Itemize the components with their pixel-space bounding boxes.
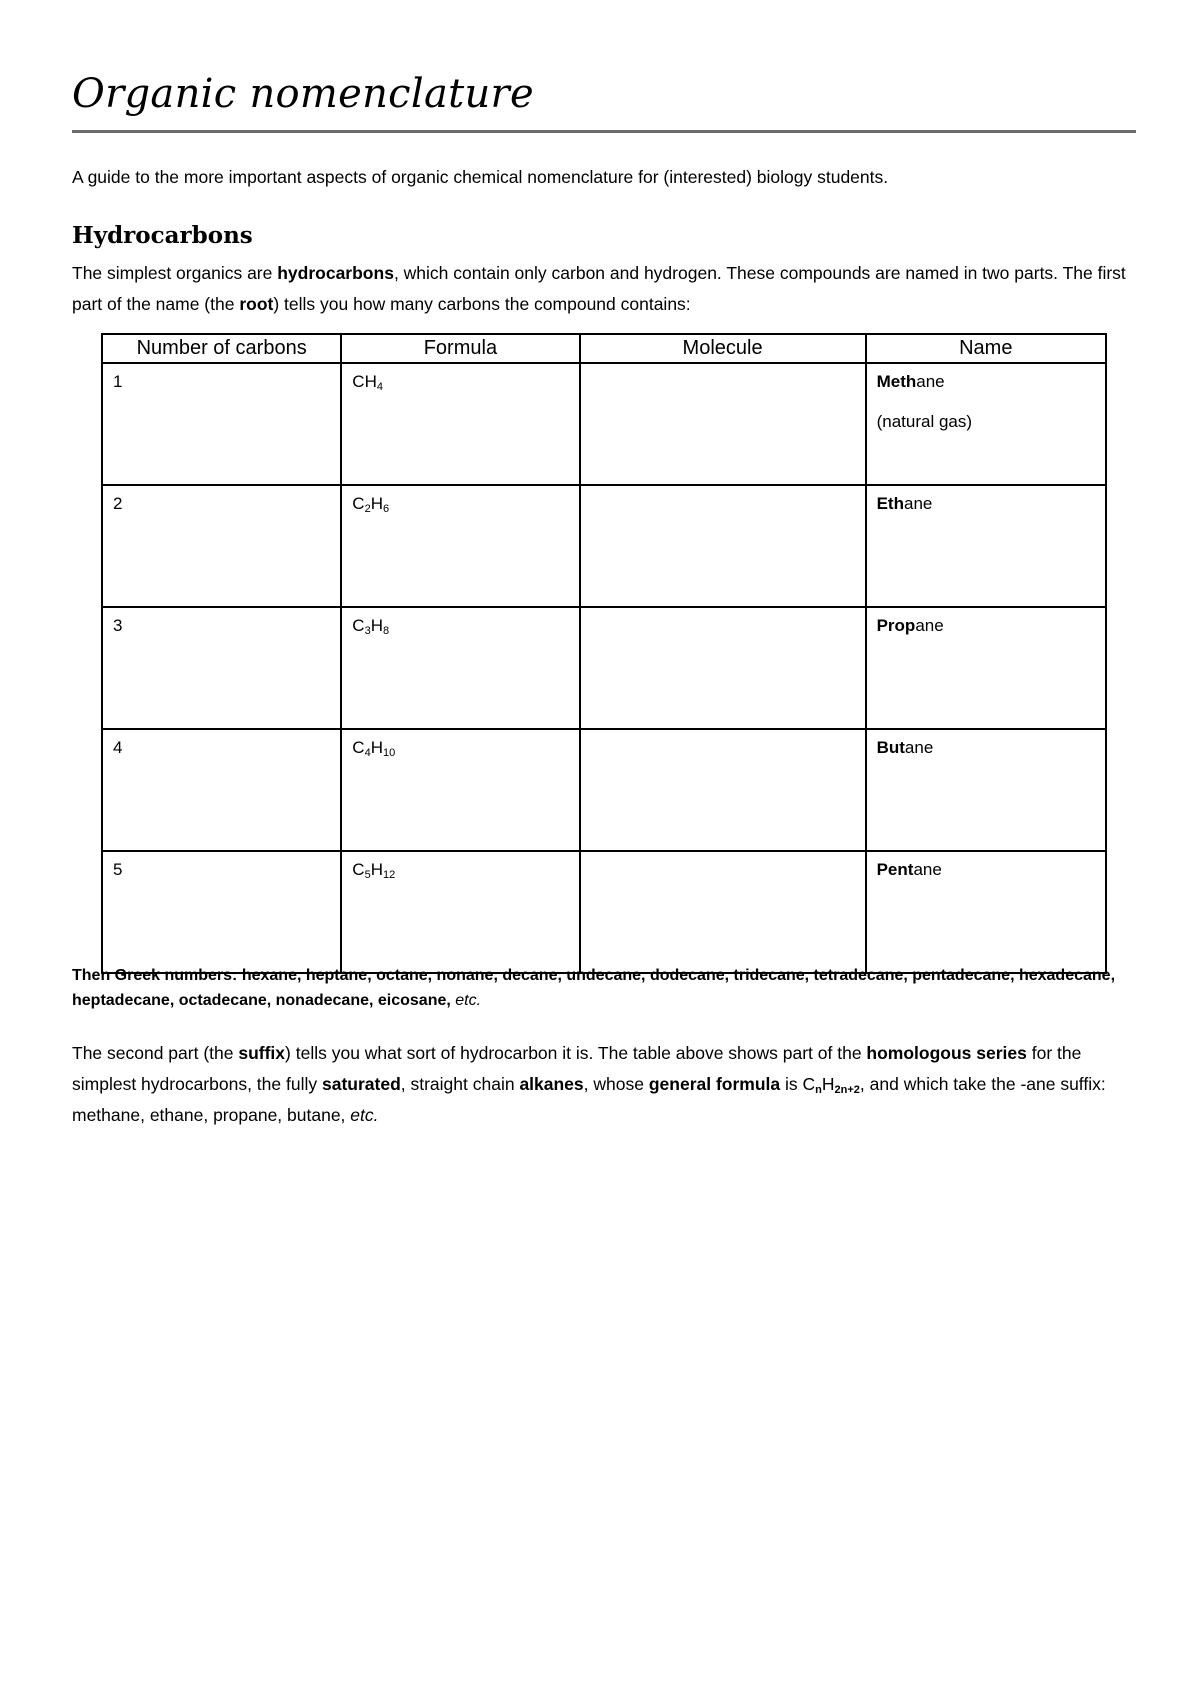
cell-number-of-carbons: 2 [102, 485, 341, 607]
title-divider [72, 130, 1136, 133]
para1-text-1: The simplest organics are [72, 263, 278, 283]
page-title: Organic nomenclature [72, 71, 534, 117]
name-root: Prop [876, 616, 916, 635]
formula-subscript: 10 [382, 747, 396, 759]
name-root: But [876, 738, 905, 757]
name-suffix: ane [913, 860, 942, 879]
cell-molecule [580, 729, 866, 851]
greek-numbers-etc: etc. [455, 992, 482, 1009]
para2-text-6: is [780, 1074, 803, 1094]
cell-molecule [580, 363, 866, 485]
cell-number-of-carbons: 1 [102, 363, 341, 485]
cell-formula [341, 485, 579, 607]
cell-name [866, 485, 1106, 607]
cell-formula [341, 363, 579, 485]
para2-bold-general-formula: general formula [648, 1074, 781, 1094]
formula-element: C [352, 616, 365, 635]
formula-subscript: 4 [376, 381, 383, 393]
para1-bold-hydrocarbons: hydrocarbons [277, 263, 394, 283]
table-header-row [102, 334, 1106, 363]
name-note: (natural gas) [876, 412, 973, 431]
formula-element: CH [352, 372, 377, 391]
name-root: Eth [876, 494, 904, 513]
para1-text-2: , which contain only carbon and hydrogen. These compounds are named in two parts. The first part of the name (the [72, 263, 1126, 314]
formula-element: H [370, 860, 383, 879]
greek-numbers-note [72, 963, 1142, 1013]
formula-element: H [370, 738, 383, 757]
general-formula [803, 1074, 860, 1094]
table-row [102, 729, 1106, 851]
name-suffix: ane [916, 372, 945, 391]
formula-element: H [370, 494, 383, 513]
cell-number-of-carbons: 4 [102, 729, 341, 851]
table-row [102, 485, 1106, 607]
para2-text-4: , straight chain [400, 1074, 520, 1094]
cell-name [866, 851, 1106, 973]
para2-bold-saturated: saturated [321, 1074, 401, 1094]
cell-number-of-carbons: 3 [102, 607, 341, 729]
formula-hydrogen-subscript: 2n+2 [834, 1084, 860, 1096]
name-suffix: ane [903, 494, 933, 513]
formula-carbon-subscript: n [815, 1084, 822, 1096]
cell-name [866, 607, 1106, 729]
table-row [102, 363, 1106, 485]
name-root: Meth [876, 372, 917, 391]
cell-molecule [580, 485, 866, 607]
table-row [102, 607, 1106, 729]
para2-bold-alkanes: alkanes [519, 1074, 584, 1094]
para2-etc: etc. [350, 1105, 379, 1125]
cell-molecule [580, 607, 866, 729]
formula-subscript: 12 [382, 869, 396, 881]
formula-subscript: 2 [364, 503, 371, 515]
formula-subscript: 5 [364, 869, 371, 881]
table-body [102, 363, 1106, 973]
para2-text-7: , and which take the -ane suffix: methane, ethane, propane, butane, [72, 1074, 1106, 1125]
formula-subscript: 3 [364, 625, 371, 637]
para2-text-5: , whose [583, 1074, 649, 1094]
cell-name [866, 729, 1106, 851]
para1-bold-root: root [239, 294, 274, 314]
para2-bold-homologous-series: homologous series [866, 1043, 1027, 1063]
formula-element: C [352, 494, 365, 513]
header-formula: Formula [341, 334, 579, 363]
formula-subscript: 6 [382, 503, 390, 515]
header-name: Name [866, 334, 1106, 363]
para2-text-2: ) tells you what sort of hydrocarbon it is. The table above shows part of the [285, 1043, 867, 1063]
greek-numbers-text: Then Greek numbers: hexane, heptane, octane, nonane, decane, undecane, dodecane, tridecane, tetradecane, pentadecane, hexadecane, heptadecane, octadecane, nonadecane, eicosane, [72, 967, 1116, 1009]
table-row [102, 851, 1106, 973]
carbons-table [101, 333, 1107, 974]
para2-text-1: The second part (the [72, 1043, 239, 1063]
para2-text-3: for the simplest hydrocarbons, the fully [72, 1043, 1082, 1094]
cell-formula [341, 607, 579, 729]
name-suffix: ane [904, 738, 934, 757]
para1-text-3: ) tells you how many carbons the compound contains: [273, 294, 691, 314]
hydrocarbons-paragraph [72, 258, 1142, 320]
cell-name [866, 363, 1106, 485]
formula-subscript: 8 [382, 625, 390, 637]
header-number-of-carbons: Number of carbons [102, 334, 341, 363]
formula-hydrogen: H [821, 1074, 835, 1094]
name-suffix: ane [915, 616, 944, 635]
suffix-paragraph [72, 1038, 1147, 1131]
cell-molecule [580, 851, 866, 973]
name-root: Pent [876, 860, 914, 879]
formula-element: H [370, 616, 383, 635]
cell-formula [341, 729, 579, 851]
formula-subscript: 4 [364, 747, 371, 759]
formula-element: C [352, 738, 365, 757]
section-heading: Hydrocarbons [72, 222, 253, 249]
header-molecule: Molecule [580, 334, 866, 363]
para2-bold-suffix: suffix [238, 1043, 286, 1063]
formula-carbon: C [802, 1074, 816, 1094]
formula-element: C [352, 860, 365, 879]
cell-formula [341, 851, 579, 973]
intro-paragraph: A guide to the more important aspects of organic chemical nomenclature for (interested) biology students. [72, 167, 889, 187]
cell-number-of-carbons: 5 [102, 851, 341, 973]
